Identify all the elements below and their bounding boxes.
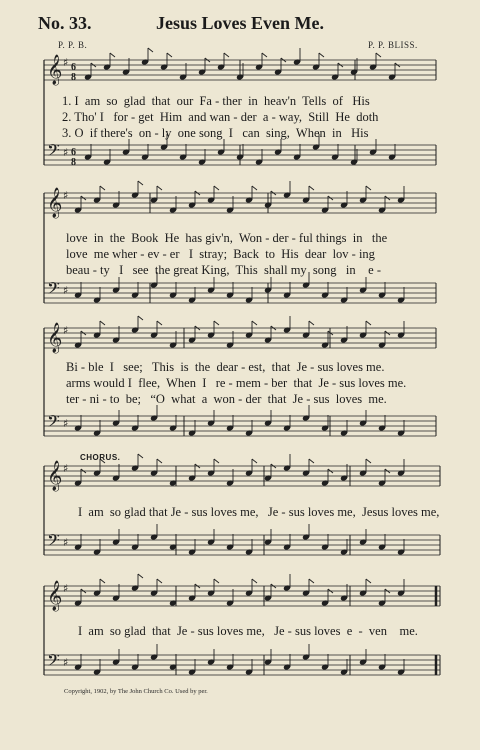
composer-credit: P. P. BLISS. <box>368 40 418 50</box>
lyric-line: arms would I flee, When I re - mem - ber that Je - sus loves me. <box>66 376 407 390</box>
note-flag <box>157 186 162 190</box>
treble-clef-icon: 𝄞 <box>47 188 63 218</box>
lyric-line: 1. I am so glad that our Fa - ther in heav'n Tells of His <box>62 94 370 108</box>
note-flag <box>366 579 371 583</box>
note-flag <box>138 574 143 578</box>
time-signature: 8 <box>71 72 76 83</box>
note-flag <box>366 459 371 463</box>
note-flag <box>262 53 267 57</box>
note-flag <box>252 459 257 463</box>
lyric-line: ter - ni - to be; “O what a won - der that Je - sus loves me. <box>66 392 387 406</box>
lyric-line: 2. Tho' I for - get Him and wan - der a - way, Still He doth <box>62 110 379 124</box>
note-flag <box>138 316 143 320</box>
lyric-line: love me wher - ev - er I stray; Back to His dear lov - ing <box>66 247 375 261</box>
note-flag <box>214 459 219 463</box>
sharp-icon: ♯ <box>63 146 69 159</box>
lyric-line: Bi - ble I see; This is the dear - est, that Je - sus loves me. <box>66 360 385 374</box>
sharp-icon: ♯ <box>63 536 69 549</box>
hymn-number: No. 33. <box>38 13 92 33</box>
sharp-icon: ♯ <box>63 324 69 337</box>
note-flag <box>157 459 162 463</box>
lyricist-credit: P. P. B. <box>58 40 88 50</box>
note-flag <box>319 53 324 57</box>
sharp-icon: ♯ <box>63 656 69 669</box>
sharp-icon: ♯ <box>63 284 69 297</box>
time-signature: 8 <box>71 157 76 168</box>
note-flag <box>214 321 219 325</box>
sharp-icon: ♯ <box>63 189 69 202</box>
note-flag <box>309 459 314 463</box>
bass-clef-icon: 𝄢 <box>47 530 60 554</box>
bass-clef-icon: 𝄢 <box>47 411 60 435</box>
note-flag <box>366 186 371 190</box>
note-flag <box>214 186 219 190</box>
note-flag <box>138 454 143 458</box>
note-flag <box>252 186 257 190</box>
sharp-icon: ♯ <box>63 417 69 430</box>
note-flag <box>157 321 162 325</box>
lyric-line: I am so glad that Je - sus loves me, Je - sus loves e - ven me. <box>78 624 418 638</box>
note-flag <box>376 53 381 57</box>
note-flag <box>148 48 153 52</box>
note-flag <box>100 321 105 325</box>
treble-clef-icon: 𝄞 <box>47 581 63 611</box>
note-flag <box>110 53 115 57</box>
chorus-label: CHORUS. <box>80 453 121 462</box>
note-flag <box>252 321 257 325</box>
note-flag <box>252 579 257 583</box>
lyric-line: love in the Book He has giv'n, Won - der - ful things in the <box>66 231 388 245</box>
sharp-icon: ♯ <box>63 582 69 595</box>
note-flag <box>214 579 219 583</box>
sharp-icon: ♯ <box>63 462 69 475</box>
bass-clef-icon: 𝄢 <box>47 140 60 164</box>
treble-clef-icon: 𝄞 <box>47 461 63 491</box>
time-signature: 6 <box>71 147 76 158</box>
note-flag <box>309 186 314 190</box>
note-flag <box>157 579 162 583</box>
note-flag <box>100 186 105 190</box>
time-signature: 6 <box>71 62 76 73</box>
lyric-line: I am so glad that Je - sus loves me, Je - sus loves me, Jesus loves me, <box>78 505 440 519</box>
treble-clef-icon: 𝄞 <box>47 323 63 353</box>
note-flag <box>167 53 172 57</box>
sharp-icon: ♯ <box>63 56 69 69</box>
hymn-title: Jesus Loves Even Me. <box>156 13 324 33</box>
treble-clef-icon: 𝄞 <box>47 55 63 85</box>
note-flag <box>366 321 371 325</box>
bass-clef-icon: 𝄢 <box>47 278 60 302</box>
bass-clef-icon: 𝄢 <box>47 650 60 674</box>
lyric-line: 3. O if there's on - ly one song I can sing, When in His <box>62 126 369 140</box>
note-flag <box>309 321 314 325</box>
note-flag <box>224 53 229 57</box>
lyric-line: beau - ty I see the great King, This shall my song in e - <box>66 263 381 277</box>
note-flag <box>138 181 143 185</box>
copyright-notice: Copyright, 1902, by The John Church Co. Used by per. <box>64 688 208 695</box>
note-flag <box>309 579 314 583</box>
note-flag <box>100 579 105 583</box>
